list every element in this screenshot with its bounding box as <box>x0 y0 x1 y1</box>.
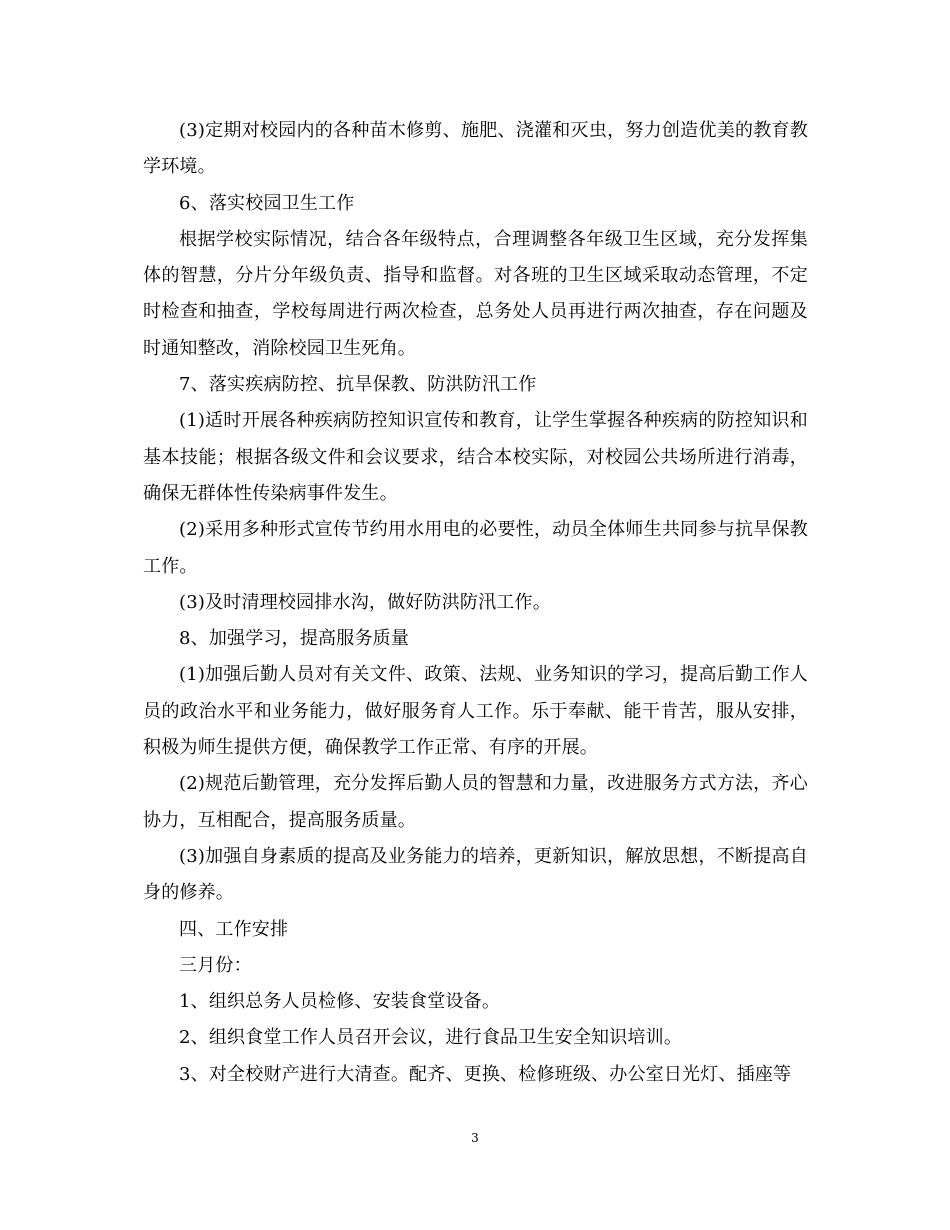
paragraph: (2)规范后勤管理，充分发挥后勤人员的智慧和力量，改进服务方式方法，齐心协力，互相配合，提高服务质量。 <box>143 773 808 831</box>
paragraph: (2)采用多种形式宣传节约用水用电的必要性，动员全体师生共同参与抗旱保教工作。 <box>143 519 808 577</box>
list-item: 3、对全校财产进行大清查。配齐、更换、检修班级、办公室日光灯、插座等 <box>179 1063 792 1085</box>
section-heading: 四、工作安排 <box>179 918 289 940</box>
subsection-heading: 三月份： <box>179 954 252 976</box>
list-item: 2、组织食堂工作人员召开会议，进行食品卫生安全知识培训。 <box>179 1027 683 1049</box>
paragraph: (1)适时开展各种疾病防控知识宣传和教育，让学生掌握各种疾病的防控知识和基本技能；根据各级文件和会议要求，结合本校实际，对校园公共场所进行消毒，确保无群体性传染病事件发生。 <box>143 410 808 504</box>
paragraph: (3)及时清理校园排水沟，做好防洪防汛工作。 <box>179 591 551 613</box>
paragraph: (1)加强后勤人员对有关文件、政策、法规、业务知识的学习，提高后勤工作人员的政治水平和业务能力，做好服务育人工作。乐于奉献、能干肯苦，服从安排，积极为师生提供方便，确保教学工作正常、有序的开展。 <box>143 664 808 759</box>
paragraph: (3)定期对校园内的各种苗木修剪、施肥、浇灌和灭虫，努力创造优美的教育教学环境。 <box>143 120 808 178</box>
section-heading: 6、落实校园卫生工作 <box>179 192 355 214</box>
section-heading: 8、加强学习，提高服务质量 <box>179 628 410 650</box>
paragraph: (3)加强自身素质的提高及业务能力的培养，更新知识，解放思想，不断提高自身的修养。 <box>143 845 808 904</box>
section-heading: 7、落实疾病防控、抗旱保教、防洪防汛工作 <box>179 374 537 396</box>
list-item: 1、组织总务人员检修、安装食堂设备。 <box>179 991 501 1013</box>
document-body <box>143 113 808 1093</box>
page-number: 3 <box>471 1131 479 1145</box>
paragraph: 根据学校实际情况，结合各年级特点，合理调整各年级卫生区域，充分发挥集体的智慧，分片分年级负责、指导和监督。对各班的卫生区域采取动态管理，不定时检查和抽查，学校每周进行两次检查，总务处人员再进行两次抽查，存在问题及时通知整改，消除校园卫生死角。 <box>143 228 808 359</box>
